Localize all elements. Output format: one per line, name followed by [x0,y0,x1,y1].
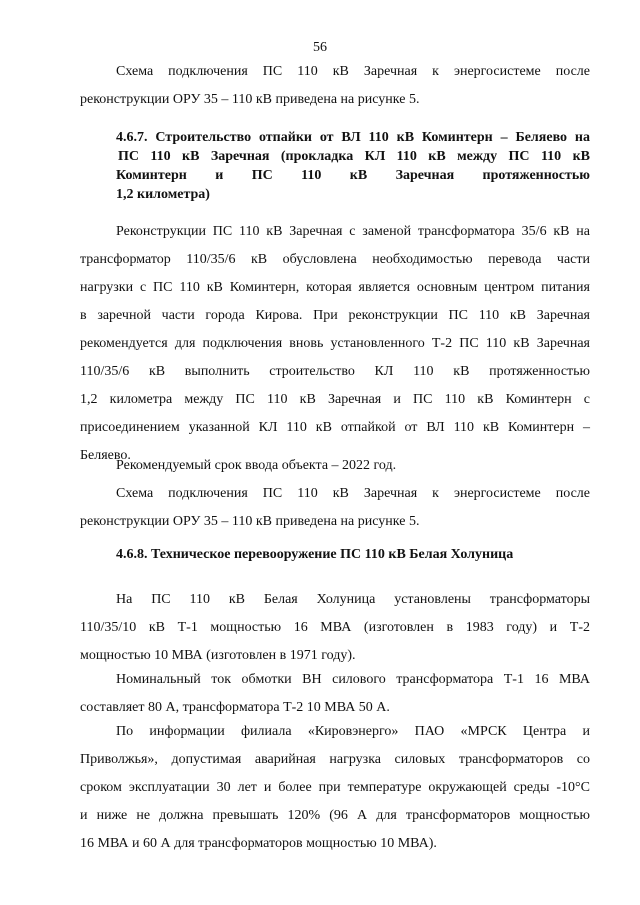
text-line: 16 МВА и 60 А для трансформаторов мощностью 10 МВА). [80,836,437,851]
text-line: Беляево. [80,448,131,463]
text-line: По информации филиала «Кировэнерго» ПАО «МРСК Центра и [116,724,590,739]
paragraph-emergency-load [80,718,590,858]
heading-line: 1,2 километра) [116,187,210,202]
text-line: Схема подключения ПС 110 кВ Заречная к энергосистеме после [116,486,590,501]
text-line: в заречной части города Кирова. При реконструкции ПС 110 кВ Заречная [80,308,590,323]
text-line: нагрузки с ПС 110 кВ Коминтерн, которая является основным центром питания [80,280,590,295]
text-line: Рекомендуемый срок ввода объекта – 2022 год. [116,458,397,473]
text-line: реконструкции ОРУ 35 – 110 кВ приведена на рисунке 5. [80,514,420,529]
section-heading-4-6-7 [116,128,590,204]
text-line: Схема подключения ПС 110 кВ Заречная к энергосистеме после [116,64,590,79]
text-line: составляет 80 А, трансформатора Т-2 10 МВА 50 А. [80,700,390,715]
paragraph-rated-current [80,666,590,722]
paragraph-scheme-reference-1 [80,58,590,114]
paragraph-commissioning-date [80,452,590,480]
heading-line: 4.6.7. Строительство отпайки от ВЛ 110 кВ Коминтерн – Беляево на [116,130,590,145]
text-line: Приволжья», допустимая аварийная нагрузка силовых трансформаторов со [80,752,590,767]
text-line: Номинальный ток обмотки ВН силового трансформатора Т-1 16 МВА [116,672,590,687]
text-line: рекомендуется для подключения вновь установленного Т-2 ПС 110 кВ Заречная [80,336,590,351]
text-line: 1,2 километра между ПС 110 кВ Заречная и ПС 110 кВ Коминтерн с [80,392,590,407]
text-line: присоединением указанной КЛ 110 кВ отпайкой от ВЛ 110 кВ Коминтерн – [80,420,590,435]
text-line: реконструкции ОРУ 35 – 110 кВ приведена на рисунке 5. [80,92,420,107]
text-line: Реконструкции ПС 110 кВ Заречная с заменой трансформатора 35/6 кВ на [116,224,590,239]
heading-line: ПС 110 кВ Заречная (прокладка КЛ 110 кВ между ПС 110 кВ [118,149,590,164]
text-line: На ПС 110 кВ Белая Холуница установлены трансформаторы [116,592,590,607]
text-line: 110/35/6 кВ выполнить строительство КЛ 110 кВ протяженностью [80,364,590,379]
paragraph-transformers [80,586,590,670]
heading-line: Коминтерн и ПС 110 кВ Заречная протяженностью [116,168,590,183]
section-heading-4-6-8: 4.6.8. Техническое перевооружение ПС 110 кВ Белая Холуница [116,547,514,562]
text-line: мощностью 10 МВА (изготовлен в 1971 году). [80,648,356,663]
text-line: трансформатор 110/35/6 кВ обусловлена необходимостью перевода части [80,252,590,267]
text-line: и ниже не должна превышать 120% (96 А для трансформаторов мощностью [80,808,590,823]
page-number: 56 [313,40,327,55]
paragraph-scheme-reference-2 [80,480,590,536]
text-line: сроком эксплуатации 30 лет и более при температуре окружающей среды -10°С [80,780,590,795]
paragraph-reconstruction [80,218,590,470]
text-line: 110/35/10 кВ Т-1 мощностью 16 МВА (изготовлен в 1983 году) и Т-2 [80,620,590,635]
